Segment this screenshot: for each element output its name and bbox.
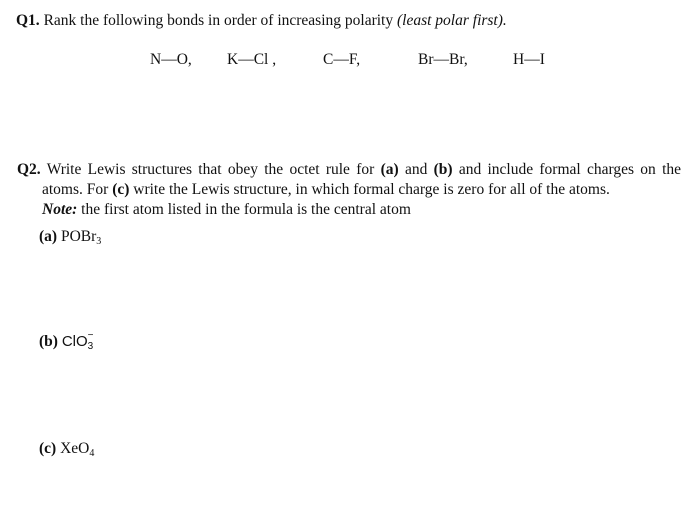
- q2-line-3: [17, 200, 681, 220]
- part-a-formula: POBr: [60, 228, 97, 245]
- part-b: [39, 330, 96, 352]
- bond-list: [0, 51, 700, 73]
- q2-number: Q2.: [17, 161, 41, 178]
- q2-text: and: [404, 161, 428, 178]
- q2-note-text: the first atom listed in the formula is the central atom: [81, 201, 411, 218]
- bond-item: H—I: [513, 51, 545, 68]
- q1-line: [16, 12, 507, 30]
- part-c-formula: XeO: [60, 440, 90, 457]
- part-a: [39, 228, 101, 247]
- part-b-ion: [87, 330, 96, 352]
- q2-text: write the Lewis structure, in which formal charge is zero for all of the atoms.: [133, 181, 610, 198]
- part-c-subscript: 4: [89, 448, 95, 459]
- part-c: [39, 440, 94, 459]
- q2-text: Write Lewis structures that obey the octet rule for: [46, 161, 375, 178]
- bond-item: K—Cl ,: [227, 51, 277, 68]
- q2-label-b: (b): [433, 161, 453, 178]
- bond-item: C—F,: [323, 51, 361, 68]
- part-a-label: (a): [39, 228, 58, 245]
- q2-label-a: (a): [380, 161, 399, 178]
- part-b-formula: ClO: [61, 333, 88, 350]
- q1-note: (least polar first).: [396, 12, 507, 29]
- part-c-label: (c): [39, 440, 57, 457]
- q2-note-label: Note:: [42, 201, 78, 218]
- q1-number: Q1.: [16, 12, 40, 29]
- q1-text: Rank the following bonds in order of increasing polarity: [43, 12, 394, 29]
- part-b-charge: −: [87, 330, 94, 341]
- q2-paragraph: [17, 160, 681, 220]
- part-b-label: (b): [39, 333, 58, 350]
- q2-label-c: (c): [112, 181, 130, 198]
- part-a-subscript: 3: [96, 236, 102, 247]
- q2-text: and include formal charges on the: [458, 161, 682, 178]
- bond-item: Br—Br,: [418, 51, 468, 68]
- q2-text: atoms. For: [42, 181, 109, 198]
- q2-line-2: [17, 180, 681, 200]
- q2-line-1: [17, 160, 681, 180]
- bond-item: N—O,: [150, 51, 192, 68]
- part-b-subscript: 3: [87, 341, 94, 352]
